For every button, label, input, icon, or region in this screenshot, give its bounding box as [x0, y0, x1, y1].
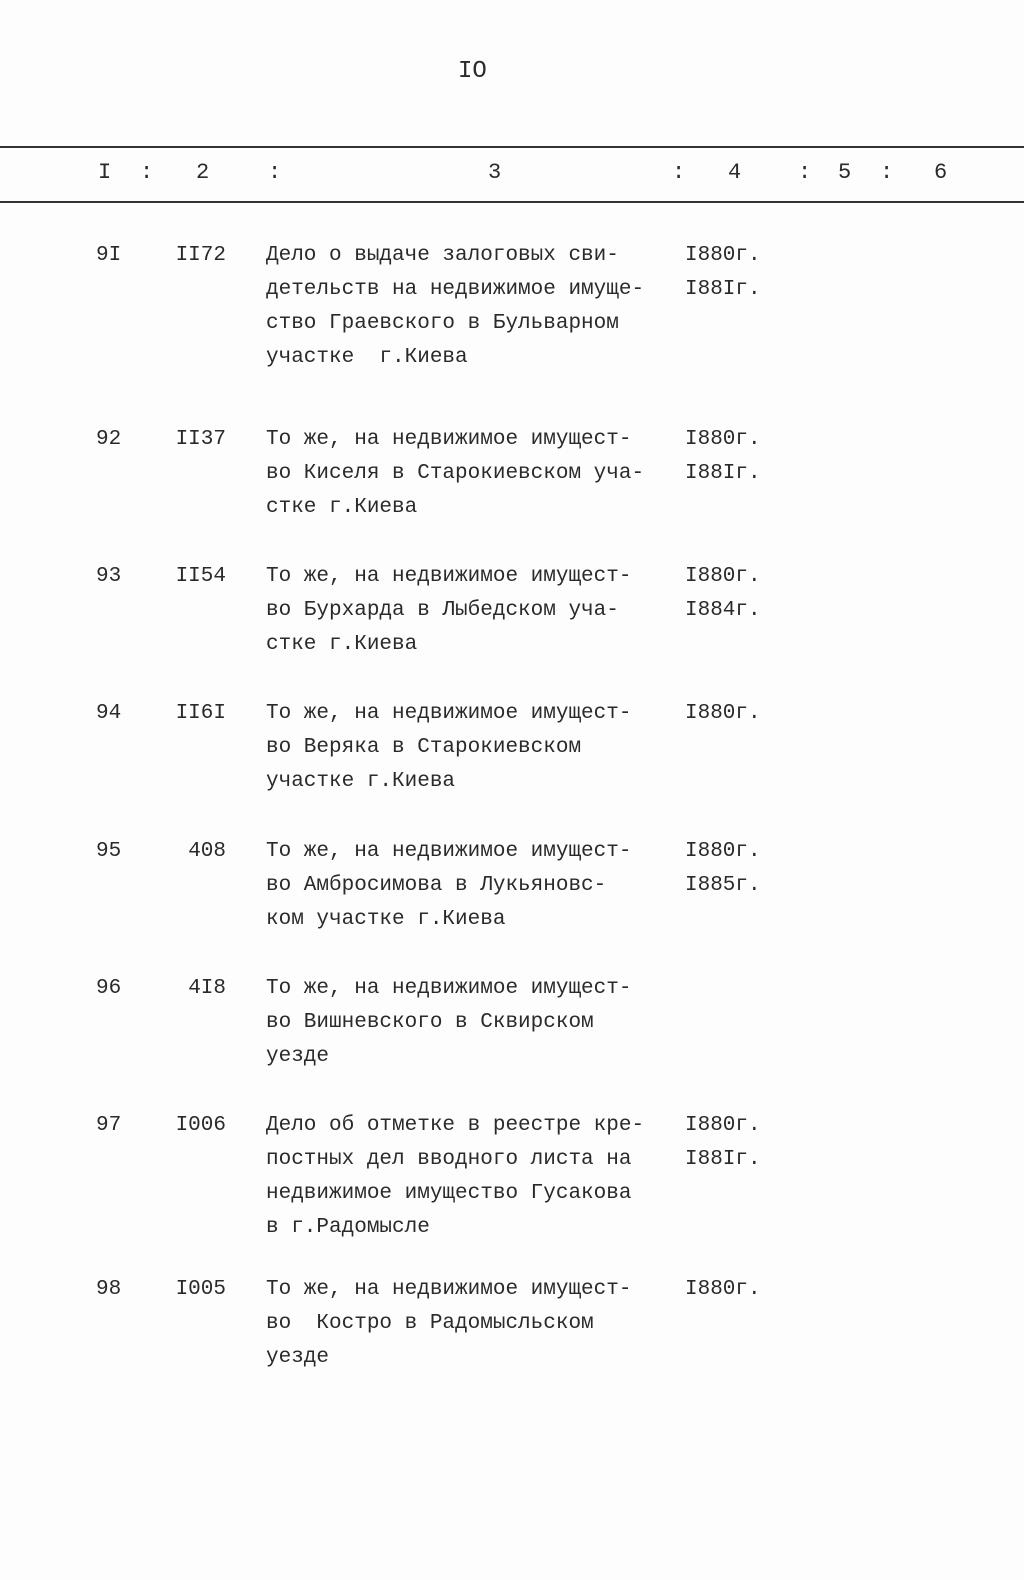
- date: I885г.: [685, 874, 761, 897]
- description-line: во Костро в Радомысльском: [266, 1312, 594, 1335]
- description-line: во Веряка в Старокиевском: [266, 736, 582, 759]
- column-number: I: [98, 160, 112, 185]
- column-separator: :: [798, 160, 812, 185]
- archive-number: II37: [175, 428, 226, 451]
- row-number: 92: [96, 428, 122, 451]
- column-number: 5: [838, 160, 852, 185]
- header-top-rule: [0, 146, 1024, 148]
- date: I880г.: [685, 840, 761, 863]
- description: [266, 697, 631, 799]
- description-line: стке г.Киева: [266, 496, 418, 519]
- description-line: во Бурхарда в Лыбедском уча-: [266, 599, 619, 622]
- description-line: То же, на недвижимое имущест-: [266, 840, 632, 863]
- description-line: ком участке г.Киева: [266, 908, 506, 931]
- description-line: Дело об отметке в реестре кре-: [266, 1114, 645, 1137]
- description-line: участке г.Киева: [266, 770, 456, 793]
- dates: [685, 835, 761, 903]
- description-line: уезде: [266, 1346, 330, 1369]
- column-separator: :: [140, 160, 154, 185]
- dates: [685, 423, 761, 491]
- column-separator: :: [672, 160, 686, 185]
- date: I880г.: [685, 565, 761, 588]
- description: [266, 1273, 631, 1375]
- dates: [685, 560, 761, 628]
- row-number: 9I: [96, 244, 122, 267]
- description-line: в г.Радомысле: [266, 1216, 430, 1239]
- date: I884г.: [685, 599, 761, 622]
- column-number: 3: [488, 160, 502, 185]
- description: [266, 239, 644, 375]
- description-line: во Киселя в Старокиевском уча-: [266, 462, 645, 485]
- column-separator: :: [880, 160, 894, 185]
- description-line: уезде: [266, 1045, 330, 1068]
- description-line: То же, на недвижимое имущест-: [266, 1278, 632, 1301]
- description: [266, 423, 644, 525]
- column-number: 6: [934, 160, 948, 185]
- archive-number: II72: [175, 244, 226, 267]
- description-line: постных дел вводного листа на: [266, 1148, 632, 1171]
- description-line: То же, на недвижимое имущест-: [266, 977, 632, 1000]
- archive-number: I005: [175, 1278, 226, 1301]
- date: I880г.: [685, 428, 761, 451]
- dates: [685, 697, 761, 731]
- description-line: детельств на недвижимое имуще-: [266, 278, 645, 301]
- date: I880г.: [685, 244, 761, 267]
- date: I880г.: [685, 1114, 761, 1137]
- column-number: 2: [196, 160, 210, 185]
- date: I880г.: [685, 702, 761, 725]
- row-number: 95: [96, 840, 122, 863]
- description: [266, 1109, 644, 1245]
- description-line: недвижимое имущество Гусакова: [266, 1182, 632, 1205]
- column-separator: :: [268, 160, 282, 185]
- date: I88Iг.: [685, 462, 761, 485]
- date: I88Iг.: [685, 1148, 761, 1171]
- row-number: 97: [96, 1114, 122, 1137]
- date: I880г.: [685, 1278, 761, 1301]
- description-line: во Вишневского в Сквирском: [266, 1011, 594, 1034]
- description: [266, 835, 631, 937]
- description-line: стке г.Киева: [266, 633, 418, 656]
- page-number: IO: [458, 58, 487, 85]
- description: [266, 560, 631, 662]
- archive-number: II54: [175, 565, 226, 588]
- row-number: 96: [96, 977, 122, 1000]
- dates: [685, 1109, 761, 1177]
- dates: [685, 1273, 761, 1307]
- archive-number: II6I: [175, 702, 226, 725]
- archive-number: I006: [175, 1114, 226, 1137]
- description-line: То же, на недвижимое имущест-: [266, 702, 632, 725]
- description-line: во Амбросимова в Лукьяновс-: [266, 874, 607, 897]
- description-line: Дело о выдаче залоговых сви-: [266, 244, 619, 267]
- description-line: ство Граевского в Бульварном: [266, 312, 619, 335]
- row-number: 93: [96, 565, 122, 588]
- description: [266, 972, 631, 1074]
- archive-number: 4I8: [188, 977, 226, 1000]
- dates: [685, 239, 761, 307]
- column-number: 4: [728, 160, 742, 185]
- description-line: То же, на недвижимое имущест-: [266, 565, 632, 588]
- description-line: участке г.Киева: [266, 346, 468, 369]
- archive-number: 408: [188, 840, 226, 863]
- header-bottom-rule: [0, 201, 1024, 203]
- date: I88Iг.: [685, 278, 761, 301]
- description-line: То же, на недвижимое имущест-: [266, 428, 632, 451]
- row-number: 98: [96, 1278, 122, 1301]
- row-number: 94: [96, 702, 122, 725]
